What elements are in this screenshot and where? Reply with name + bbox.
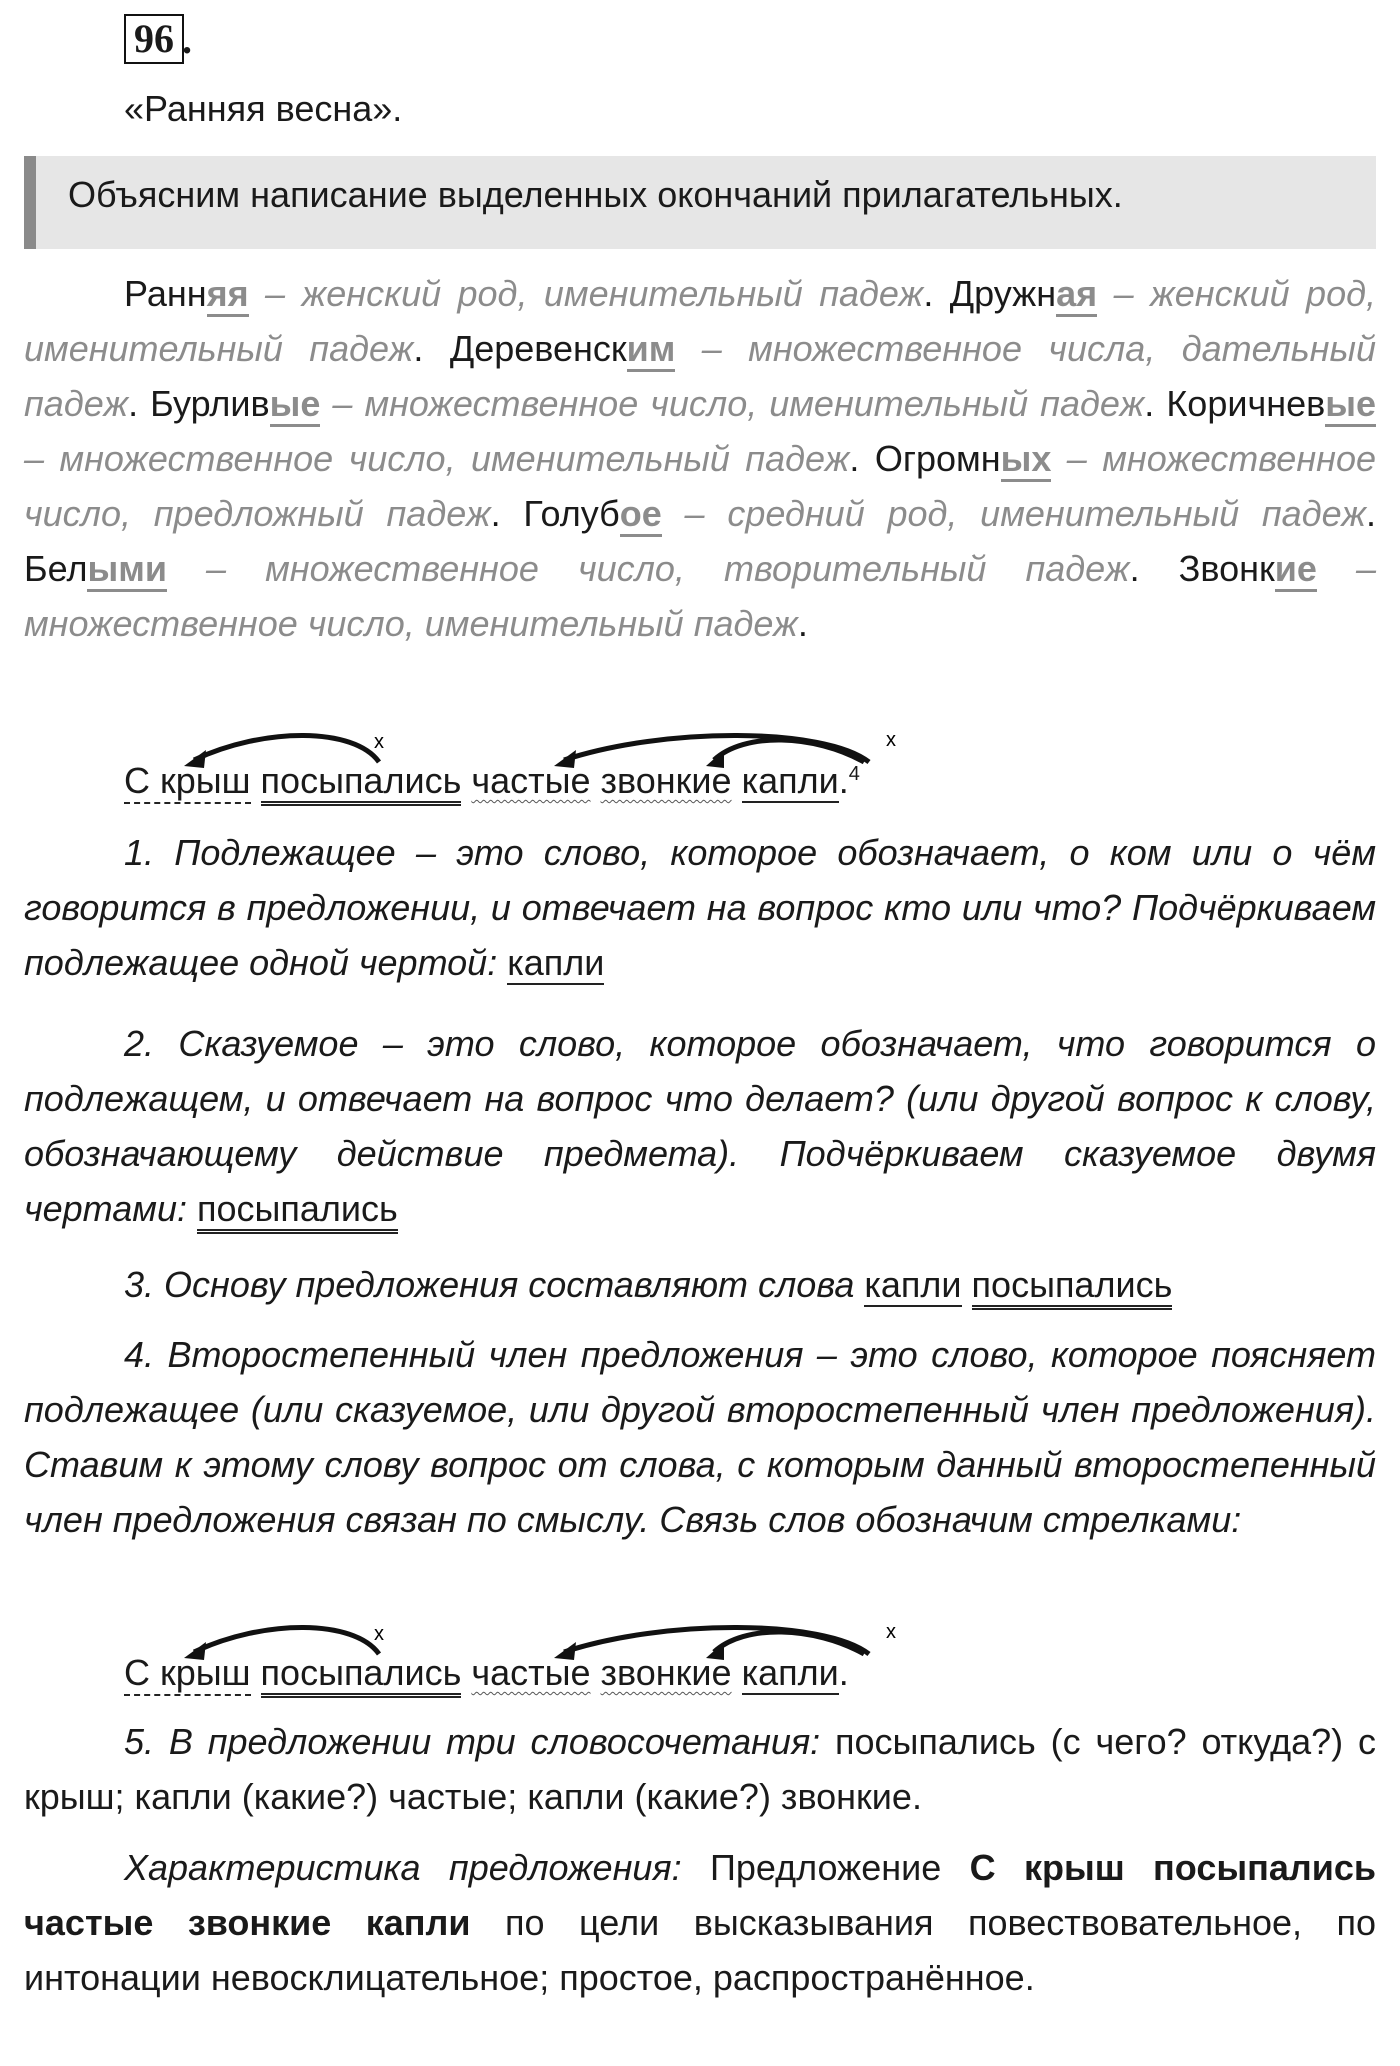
exercise-number-dot: . — [182, 17, 192, 62]
base-subject: капли — [864, 1264, 962, 1305]
adjective-stem: Бурлив — [150, 383, 270, 424]
adjective-stem: Голуб — [523, 493, 620, 534]
step-5: 5. В предложении три словосочетания: посыпались (с чего? откуда?) с крыш; капли (какие?) частые; капли (какие?) звонкие. — [24, 1721, 1376, 1817]
sentence-characteristic: Характеристика предложения: Предложение С крыш посыпались частые звонкие капли по цели высказывания повествовательное, по интонации невосклицательное; простое, распространённое. — [24, 1847, 1376, 1998]
ending-description: – множественное число, именительный падеж — [24, 548, 1376, 644]
adjective-ending: ыми — [87, 548, 167, 592]
adjective-ending: ые — [270, 383, 321, 427]
adjective-stem: Деревенск — [449, 328, 627, 369]
adjective-stem: Звонк — [1178, 548, 1275, 589]
adjective-ending: им — [627, 328, 676, 372]
adjective-ending: ое — [620, 493, 662, 537]
parsed-sentence-1: С крыш посыпались частые звонкие капли.$^4$ — [124, 760, 860, 802]
sentence-word-subject: капли — [741, 760, 839, 801]
ending-description: – множественное числа, дательный падеж — [24, 328, 1376, 424]
adjective-stem: Коричнев — [1166, 383, 1326, 424]
base-predicate: посыпались — [972, 1264, 1173, 1310]
parsed-sentence-2: С крыш посыпались частые звонкие капли. — [124, 1652, 849, 1694]
x-mark: х — [886, 1621, 896, 1643]
sentence-word-attribute: частые — [471, 760, 591, 801]
adjective-stem: Дружн — [949, 273, 1057, 314]
sentence-word-attribute: звонкие — [600, 760, 732, 801]
ending-description: – множественное число, именительный падеж — [24, 438, 850, 479]
footnote-mark: 4 — [848, 763, 860, 785]
adjective-ending: ая — [1056, 273, 1097, 317]
adjective-stem: Бел — [24, 548, 88, 589]
ending-description: – женский род, именительный падеж — [248, 273, 924, 314]
task-banner-text: Объясним написание выделенных окончаний прилагательных. — [68, 174, 1123, 215]
step-1: 1. Подлежащее – это слово, которое обозначает, о ком или о чём говорится в предложении, и отвечает на вопрос кто или что? Подчёркиваем подлежащее одной чертой: капли — [24, 832, 1376, 983]
adjective-ending: ые — [1325, 383, 1376, 427]
sentence-word-attribute: частые — [471, 1652, 591, 1693]
x-mark: х — [374, 1623, 384, 1645]
step-4: 4. Второстепенный член предложения – это слово, которое поясняет подлежащее (или сказуемое, или другой второстепенный член предложения). Ставим к этому слову вопрос от слова, с которым данный второстепенный член предложения связан по смыслу. Связь слов обозначим стрелками: — [24, 1334, 1376, 1540]
adjective-ending: ых — [1001, 438, 1052, 482]
exercise-number: 96 — [124, 14, 184, 64]
sentence-word-circumstance: С крыш — [124, 760, 251, 804]
ending-description: – множественное число, именительный падеж — [320, 383, 1145, 424]
ending-description: – средний род, именительный падеж — [661, 493, 1366, 534]
adjective-stem: Огромн — [874, 438, 1001, 479]
sentence-word-subject: капли — [741, 1652, 839, 1693]
subject-word: капли — [507, 942, 605, 983]
sentence-word-attribute: звонкие — [600, 1652, 732, 1693]
task-banner — [24, 156, 1376, 249]
adjective-ending: ие — [1275, 548, 1317, 592]
step-2: 2. Сказуемое – это слово, которое обозначает, что говорится о подлежащем, и отвечает на вопрос что делает? (или другой вопрос к слову, обозначающему действие предмета). Подчёркиваем сказуемое двумя чертами: посыпались — [24, 1016, 1376, 1236]
endings-paragraph: Ранняя – женский род, именительный падеж. Дружная – женский род, именительный падеж. Деревенским – множественное числа, дательный падеж. Бурливые – множественное число, именительный падеж. Коричневые – множественное число, именительный падеж. Огромных – множественное число, предложный падеж. Голубое – средний род, именительный падеж. Белыми – множественное число, творительный падеж. Звонкие – множественное число, именительный падеж. — [24, 273, 1377, 644]
adjective-stem: Ранн — [124, 273, 207, 314]
sentence-word-predicate: посыпались — [261, 1652, 462, 1698]
adjective-ending: яя — [207, 273, 249, 317]
step-3: 3. Основу предложения составляют слова капли посыпались — [24, 1257, 1376, 1312]
x-mark: х — [374, 731, 384, 753]
predicate-word: посыпались — [197, 1188, 398, 1234]
exercise-title: «Ранняя весна». — [124, 88, 403, 129]
ending-description: – множественное число, творительный падеж — [166, 548, 1130, 589]
x-mark: х — [886, 729, 896, 751]
sentence-word-circumstance: С крыш — [124, 1652, 251, 1696]
ending-description: – женский род, именительный падеж — [24, 273, 1376, 369]
sentence-word-predicate: посыпались — [261, 760, 462, 806]
ending-description: – множественное число, предложный падеж — [24, 438, 1376, 534]
